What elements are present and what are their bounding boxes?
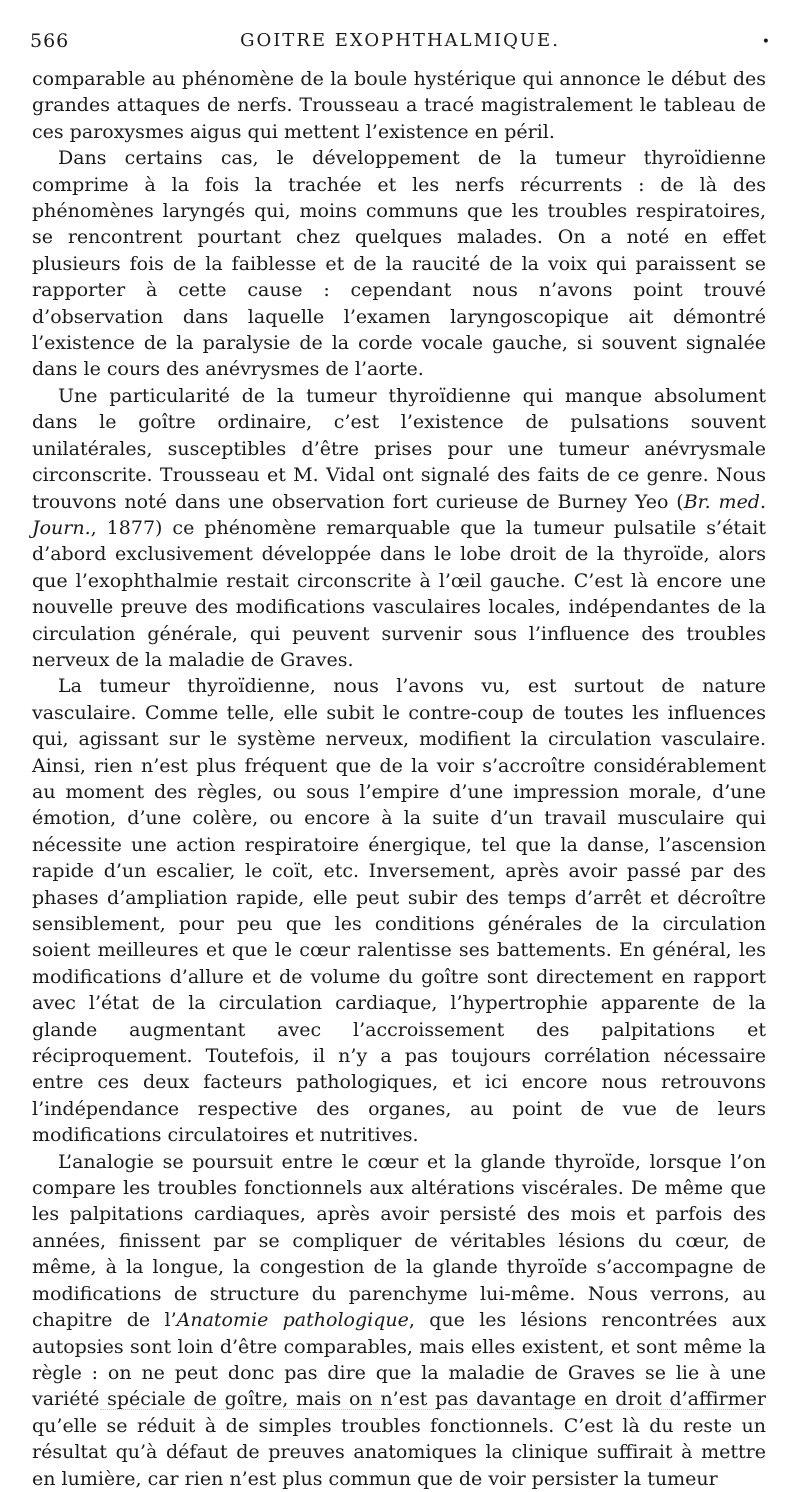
footer-rule	[100, 1409, 760, 1410]
paragraph-text: Une particularité de la tumeur thyroïdienne qui manque absolument dans le goître ordinaire, c’est l’existence de pulsations souvent unilatérales, susceptibles d’être prises pour une tumeur anévrysmale circonscrite. Trousseau et M. Vidal ont signalé des faits de ce genre. Nous trouvons noté dans une observation fort curieuse de Burney Yeo (	[32, 384, 766, 513]
paragraph-text: L’analogie se poursuit entre le cœur et la glande thyroïde, lorsque l’on compare les troubles fonctionnels aux altérations viscérales. De même que les palpitations cardiaques, après avoir persisté des mois et parfois des années, finissent par se compliquer de véritables lésions du cœur, de même, à la longue, la congestion de la glande thyroïde s’accompagne de modifications de structure du parenchyme lui-même. Nous verrons, au chapitre de l’	[32, 1150, 766, 1332]
paragraph-text: , que les lésions rencontrées aux autopsies sont loin d’être comparables, mais elles existent, et sont même la règle : on ne peut donc pas dire que la maladie de Graves se lie à une variété spéciale de goître, mais on n’est pas davantage en droit d’affirmer qu’elle se réduit à de simples troubles fonctionnels. C’est là du reste un résultat qu’à défaut de preuves anatomiques la clinique suffirait à mettre en lumière, car rien n’est plus commun que de voir persister la tumeur	[32, 1309, 766, 1490]
paragraph-continued: comparable au phénomène de la boule hystérique qui annonce le début des grandes attaques de nerfs. Trousseau a tracé magistralement le tableau de ces paroxysmes aigus qui mettent l’existence en péril.	[32, 68, 766, 143]
running-title: GOITRE EXOPHTHALMIQUE.	[240, 30, 560, 51]
chapter-reference: Anatomie pathologique	[176, 1309, 409, 1332]
paragraph-pulsations	[32, 383, 766, 673]
paragraph-text: , 1877) ce phénomène remarquable que la tumeur pulsatile s’était d’abord exclusivement développée dans le lobe droit de la thyroïde, alors que l’exophthalmie restait circonscrite à l’œil gauche. C’est là encore une nouvelle preuve des modifications vasculaires locales, indépendantes de la circulation générale, qui peuvent survenir sous l’influence des troubles nerveux de la maladie de Graves.	[32, 516, 766, 671]
paragraph-analogy	[32, 1149, 766, 1492]
page-header	[30, 30, 770, 56]
text-body	[32, 66, 766, 1492]
citation-journal: Br. med. Journ.	[32, 490, 767, 539]
paragraph-vascular-tumor: La tumeur thyroïdienne, nous l’avons vu, est surtout de nature vasculaire. Comme telle, elle subit le contre-coup de toutes les influences qui, agissant sur le système nerveux, modifient la circulation vasculaire. Ainsi, rien n’est plus fréquent que de la voir s’accroître considérablement au moment des règles, ou sous l’empire d’une impression morale, d’une émotion, d’une colère, ou encore à la suite d’un travail musculaire qui nécessite une action respiratoire énergique, tel que la danse, l’ascension rapide d’un escalier, le coït, etc. Inversement, après avoir passé par des phases d’ampliation rapide, elle peut subir des temps d’arrêt et décroître sensiblement, pour peu que les conditions générales de la circulation soient meilleures et que le cœur ralentisse ses battements. En général, les modifications d’allure et de volume du goître sont directement en rapport avec l’état de la circulation cardiaque, l’hypertrophie apparente de la glande augmentant avec l’accroissement des palpitations et réciproquement. Toutefois, il n’y a pas toujours corrélation nécessaire entre ces deux facteurs pathologiques, et ici encore nous retrouvons l’indépendance respective des organes, au point de vue de leurs modifications circulatoires et nutritives.	[32, 675, 766, 1147]
header-mark: •	[761, 34, 770, 50]
page-number: 566	[30, 30, 70, 52]
paragraph-laryngeal: Dans certains cas, le développement de la tumeur thyroïdienne comprime à la fois la trachée et les nerfs récurrents : de là des phénomènes laryngés qui, moins communs que les troubles respiratoires, se rencontrent pourtant chez quelques malades. On a noté en effet plusieurs fois de la faiblesse et de la raucité de la voix qui paraissent se rapporter à cette cause : cependant nous n’avons point trouvé d’observation dans laquelle l’examen laryngoscopique ait démontré l’existence de la paralysie de la corde vocale gauche, si souvent signalée dans le cours des anévrysmes de l’aorte.	[32, 147, 766, 381]
